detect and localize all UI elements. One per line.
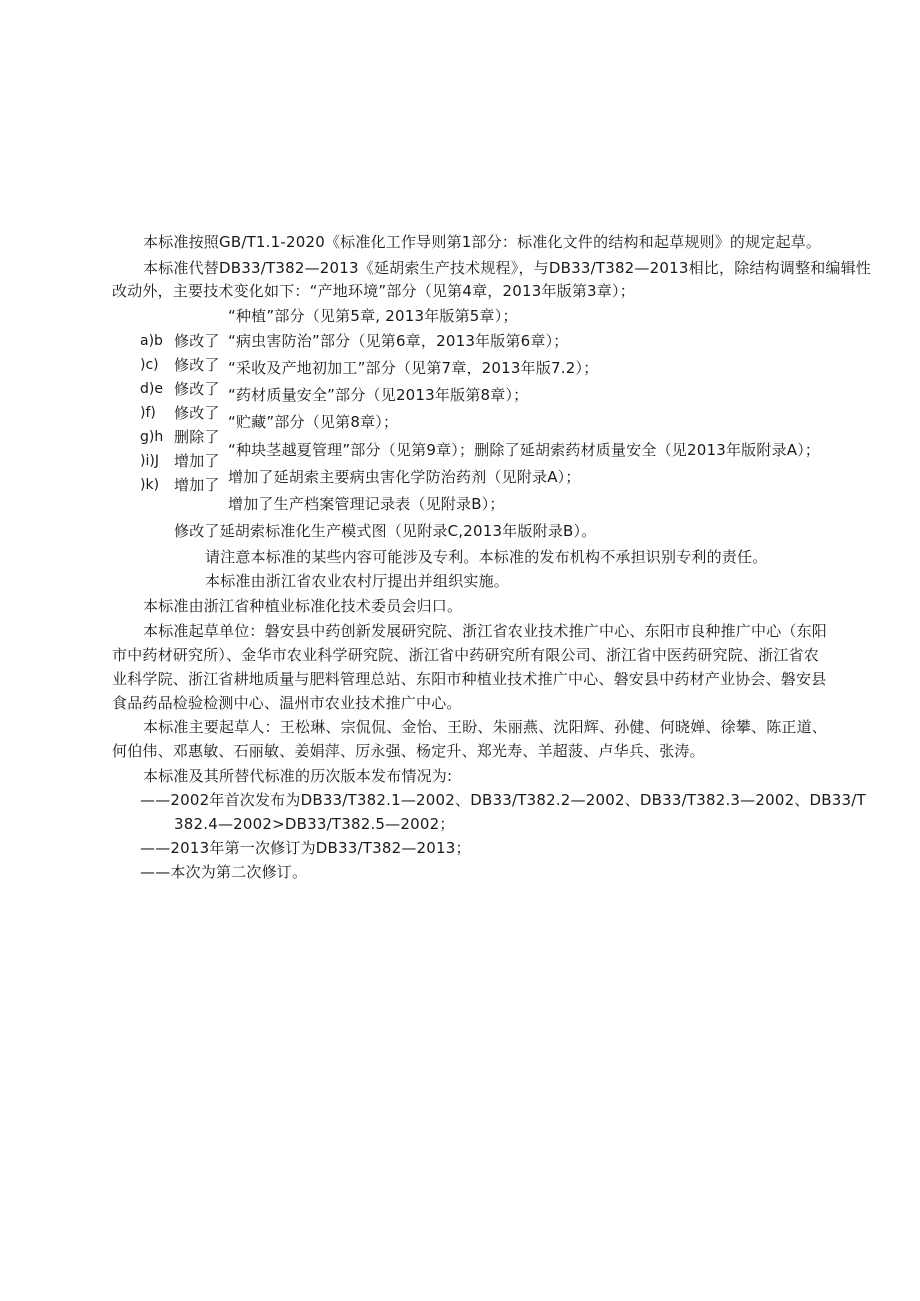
text-line: 本标准起草单位：磐安县中药创新发展研究院、浙江省农业技术推广中心、东阳市良种推广中心（东阳 [143,622,828,640]
text-line: 382.4—2002>DB33/T382.5—2002； [174,815,455,833]
text-line: “种块茎越夏管理”部分（见第9章）；删除了延胡索药材质量安全（见2013年版附录A）； [228,441,821,459]
list-verb: 修改了 [174,380,220,398]
list-marker: )k) [140,477,160,493]
text-line: 市中药材研究所）、金华市农业科学研究院、浙江省中药研究所有限公司、浙江省中医药研究院、浙江省农 [112,646,819,664]
text-line: 修改了延胡索标准化生产模式图（见附录C,2013年版附录B）。 [174,522,597,540]
text-line: 本标准主要起草人：王松琳、宗侃侃、金怡、王盼、朱丽燕、沈阳辉、孙健、何晓婵、徐攀、陈正道、 [143,718,828,736]
text-line: 本标准代替DB33/T382—2013《延胡索生产技术规程》，与DB33/T382—2013相比，除结构调整和编辑性 [143,259,871,277]
list-verb: 删除了 [174,428,220,446]
text-line: “贮藏”部分（见第8章）； [228,413,399,431]
text-line: 本标准由浙江省农业农村厅提出并组织实施。 [205,572,510,590]
text-line: “采收及产地初加工”部分（见第7章，2013年版7.2）； [228,359,599,377]
list-marker: )c) [140,357,159,373]
list-marker: a)b [140,333,163,349]
text-line: 增加了延胡索主要病虫害化学防治药剂（见附录A）； [228,468,581,486]
text-line: 本标准及其所替代标准的历次版本发布情况为: [143,767,453,785]
list-verb: 增加了 [174,476,220,494]
text-line: 本标准由浙江省种植业标准化技术委员会归口。 [143,597,463,615]
text-line: 增加了生产档案管理记录表（见附录B）； [228,495,505,513]
text-line: 何伯伟、邓惠敏、石丽敏、姜娟萍、厉永强、杨定升、郑光寿、羊超菠、卢华兵、张涛。 [112,742,705,760]
list-marker: g)h [140,429,164,445]
text-line: “病虫害防治”部分（见第6章，2013年版第6章）； [228,332,569,350]
text-line: ——本次为第二次修订。 [140,863,308,881]
list-marker: )i)J [140,453,159,469]
text-line: ——2002年首次发布为DB33/T382.1—2002、DB33/T382.2—2002、DB33/T382.3—2002、DB33/T [140,791,866,809]
list-marker: )f) [140,405,156,421]
text-line: “药材质量安全”部分（见2013年版第8章）； [228,386,529,404]
list-verb: 修改了 [174,356,220,374]
text-line: ——2013年第一次修订为DB33/T382—2013； [140,839,471,857]
text-line: “种植”部分（见第5章, 2013年版第5章）； [228,307,518,325]
list-marker: d)e [140,381,163,397]
list-verb: 修改了 [174,404,220,422]
text-line: 改动外，主要技术变化如下：“产地环境”部分（见第4章，2013年版第3章）； [112,282,635,300]
text-line: 本标准按照GB/T1.1-2020《标准化工作导则第1部分：标准化文件的结构和起草规则》的规定起草。 [143,233,822,251]
list-verb: 修改了 [174,332,220,350]
text-line: 业科学院、浙江省耕地质量与肥料管理总站、东阳市种植业技术推广中心、磐安县中药材产业协会、磐安县 [112,670,827,688]
text-line: 请注意本标准的某些内容可能涉及专利。本标准的发布机构不承担识别专利的责任。 [205,548,768,566]
text-line: 食品药品检验检测中心、温州市农业技术推广中心。 [112,694,462,712]
list-verb: 增加了 [174,452,220,470]
